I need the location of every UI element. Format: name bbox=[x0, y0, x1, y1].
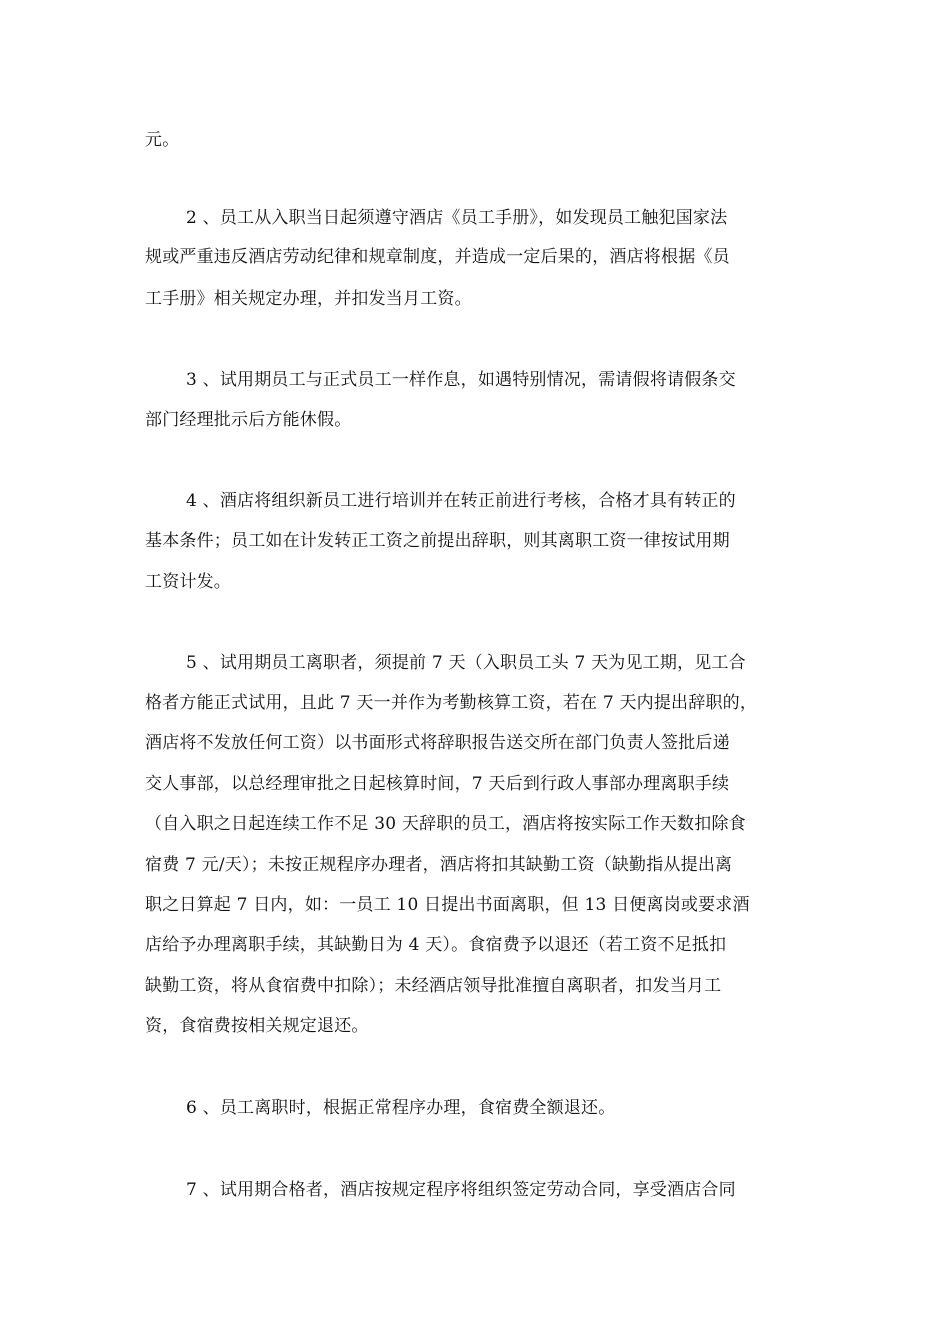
paragraph-line: 格者方能正式试用，且此 7 天一并作为考勤核算工资，若在 7 天内提出辞职的， bbox=[145, 693, 758, 713]
paragraph-line: 宿费 7 元/天）；未按正规程序办理者，酒店将扣其缺勤工资（缺勤指从提出离 bbox=[145, 855, 733, 875]
paragraph-line: （自入职之日起连续工作不足 30 天辞职的员工，酒店将按实际工作天数扣除食 bbox=[145, 814, 746, 834]
paragraph-line: 店给予办理离职手续，其缺勤日为 4 天）。食宿费予以退还（若工资不足抵扣 bbox=[145, 935, 727, 955]
paragraph-line: 资，食宿费按相关规定退还。 bbox=[145, 1016, 369, 1036]
paragraph-line: 规或严重违反酒店劳动纪律和规章制度，并造成一定后果的，酒店将根据《员 bbox=[145, 247, 730, 267]
paragraph-line: 元。 bbox=[145, 130, 180, 150]
paragraph-line: 职之日算起 7 日内，如：一员工 10 日提出书面离职，但 13 日便离岗或要求酒 bbox=[145, 895, 750, 915]
paragraph-line: 3 、试用期员工与正式员工一样作息，如遇特别情况，需请假将请假条交 bbox=[186, 370, 736, 390]
paragraph-line: 酒店将不发放任何工资）以书面形式将辞职报告送交所在部门负责人签批后递 bbox=[145, 733, 730, 753]
paragraph-line: 4 、酒店将组织新员工进行培训并在转正前进行考核，合格才具有转正的 bbox=[186, 491, 736, 511]
paragraph-line: 5 、试用期员工离职者，须提前 7 天（入职员工头 7 天为见工期，见工合 bbox=[186, 653, 746, 673]
paragraph-line: 缺勤工资，将从食宿费中扣除）；未经酒店领导批准擅自离职者，扣发当月工 bbox=[145, 976, 722, 996]
paragraph-line: 工资计发。 bbox=[145, 572, 231, 592]
paragraph-line: 交人事部，以总经理审批之日起核算时间，7 天后到行政人事部办理离职手续 bbox=[145, 774, 730, 794]
paragraph-line: 基本条件；员工如在计发转正工资之前提出辞职，则其离职工资一律按试用期 bbox=[145, 531, 730, 551]
paragraph-line: 6 、员工离职时，根据正常程序办理，食宿费全额退还。 bbox=[186, 1098, 616, 1118]
paragraph-line: 工手册》相关规定办理，并扣发当月工资。 bbox=[145, 289, 472, 309]
paragraph-line: 部门经理批示后方能休假。 bbox=[145, 410, 352, 430]
paragraph-line: 2 、员工从入职当日起须遵守酒店《员工手册》，如发现员工触犯国家法 bbox=[186, 208, 728, 228]
paragraph-line: 7 、试用期合格者，酒店按规定程序将组织签定劳动合同，享受酒店合同 bbox=[186, 1180, 736, 1200]
